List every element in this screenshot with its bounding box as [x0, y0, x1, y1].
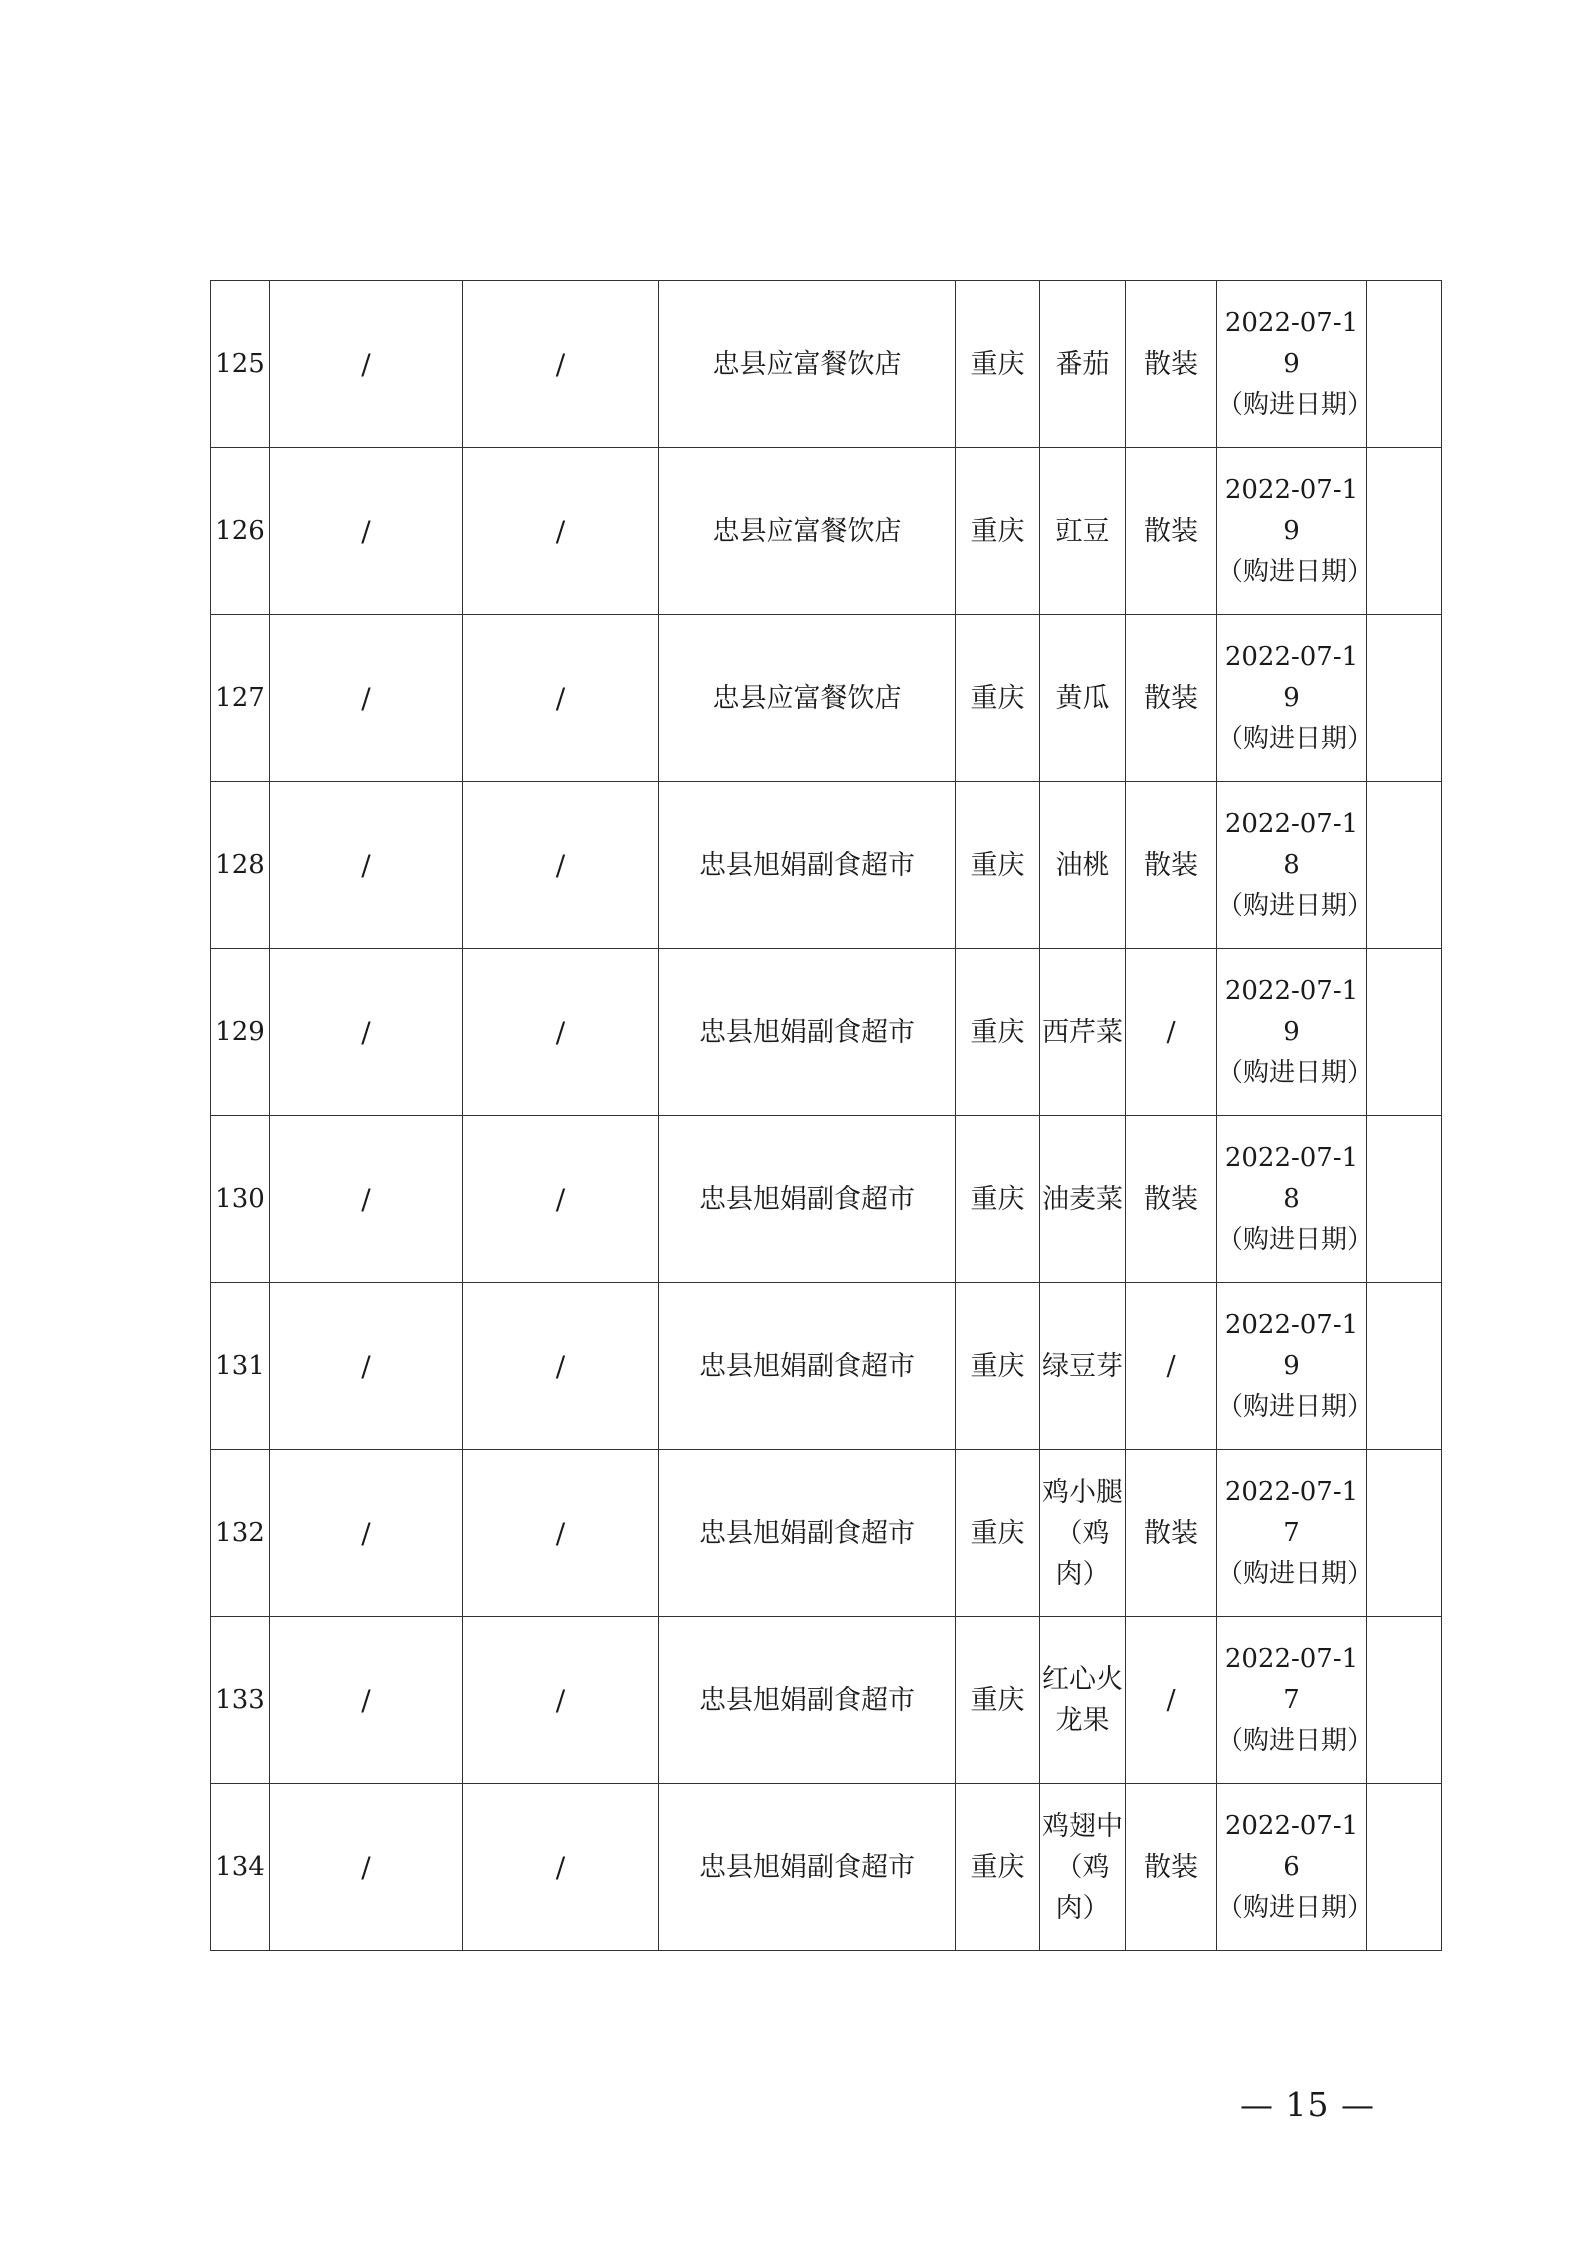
label-name-cell: / [270, 1116, 463, 1283]
packaging-cell: 散装 [1126, 615, 1217, 782]
date-cell [1217, 1784, 1374, 1951]
date-value: 2022-07-19 [1224, 474, 1359, 546]
table-row [211, 1283, 1442, 1450]
date-cell [1217, 1116, 1374, 1283]
label-name-cell: / [270, 1784, 463, 1951]
store-name-cell: 忠县应富餐饮店 [659, 448, 956, 615]
store-name-cell: 忠县旭娟副食超市 [659, 1617, 956, 1784]
date-value: 2022-07-18 [1224, 808, 1359, 880]
store-name-cell: 忠县应富餐饮店 [659, 281, 956, 448]
food-name-cell: 番茄 [1040, 281, 1126, 448]
store-name-cell: 忠县旭娟副食超市 [659, 1116, 956, 1283]
date-note: （购进日期） [1217, 1057, 1374, 1088]
date-value: 2022-07-17 [1224, 1476, 1359, 1548]
table-row [211, 1116, 1442, 1283]
remark-cell [1367, 949, 1442, 1116]
food-name-cell: 西芹菜 [1040, 949, 1126, 1116]
date-note: （购进日期） [1217, 1224, 1374, 1255]
region-cell: 重庆 [956, 1617, 1040, 1784]
region-cell: 重庆 [956, 1450, 1040, 1617]
region-cell: 重庆 [956, 281, 1040, 448]
label-name-cell: / [270, 1450, 463, 1617]
food-name-cell: 红心火龙果 [1040, 1617, 1126, 1784]
date-value: 2022-07-19 [1224, 975, 1359, 1047]
packaging-cell: 散装 [1126, 448, 1217, 615]
label-address-cell: / [463, 1283, 659, 1450]
row-number-cell: 128 [211, 782, 270, 949]
results-table [210, 280, 1442, 1951]
store-name-cell: 忠县旭娟副食超市 [659, 1450, 956, 1617]
table-row [211, 782, 1442, 949]
remark-cell [1367, 1450, 1442, 1617]
label-address-cell: / [463, 615, 659, 782]
region-cell: 重庆 [956, 448, 1040, 615]
row-number-cell: 133 [211, 1617, 270, 1784]
date-value: 2022-07-19 [1224, 307, 1359, 379]
region-cell: 重庆 [956, 615, 1040, 782]
store-name-cell: 忠县旭娟副食超市 [659, 1283, 956, 1450]
date-cell [1217, 1450, 1374, 1617]
food-name-cell: 豇豆 [1040, 448, 1126, 615]
date-note: （购进日期） [1217, 1892, 1374, 1923]
store-name-cell: 忠县旭娟副食超市 [659, 782, 956, 949]
row-number-cell: 125 [211, 281, 270, 448]
label-name-cell: / [270, 949, 463, 1116]
date-value: 2022-07-16 [1224, 1810, 1359, 1882]
date-cell [1217, 1617, 1374, 1784]
page-number: — 15 — [1240, 2085, 1375, 2124]
date-note: （购进日期） [1217, 1558, 1374, 1589]
label-name-cell: / [270, 1617, 463, 1784]
remark-cell [1367, 1617, 1442, 1784]
date-cell [1217, 1283, 1374, 1450]
date-value: 2022-07-18 [1224, 1142, 1359, 1214]
label-name-cell: / [270, 782, 463, 949]
remark-cell [1367, 1116, 1442, 1283]
remark-cell [1367, 1283, 1442, 1450]
remark-cell [1367, 1784, 1442, 1951]
packaging-cell: 散装 [1126, 1116, 1217, 1283]
row-number-cell: 126 [211, 448, 270, 615]
store-name-cell: 忠县应富餐饮店 [659, 615, 956, 782]
label-name-cell: / [270, 448, 463, 615]
date-note: （购进日期） [1217, 389, 1374, 420]
table-row [211, 949, 1442, 1116]
row-number-cell: 132 [211, 1450, 270, 1617]
packaging-cell: / [1126, 949, 1217, 1116]
remark-cell [1367, 615, 1442, 782]
row-number-cell: 131 [211, 1283, 270, 1450]
food-name-cell: 油桃 [1040, 782, 1126, 949]
remark-cell [1367, 281, 1442, 448]
date-value: 2022-07-19 [1224, 1309, 1359, 1381]
row-number-cell: 129 [211, 949, 270, 1116]
label-name-cell: / [270, 281, 463, 448]
date-note: （购进日期） [1217, 1391, 1374, 1422]
label-name-cell: / [270, 1283, 463, 1450]
row-number-cell: 134 [211, 1784, 270, 1951]
date-note: （购进日期） [1217, 890, 1374, 921]
date-cell [1217, 281, 1374, 448]
label-address-cell: / [463, 1116, 659, 1283]
date-value: 2022-07-17 [1224, 1643, 1359, 1715]
label-address-cell: / [463, 1450, 659, 1617]
packaging-cell: / [1126, 1283, 1217, 1450]
table-row [211, 281, 1442, 448]
remark-cell [1367, 448, 1442, 615]
store-name-cell: 忠县旭娟副食超市 [659, 949, 956, 1116]
date-note: （购进日期） [1217, 1725, 1374, 1756]
table-body [211, 281, 1442, 1951]
packaging-cell: 散装 [1126, 782, 1217, 949]
label-address-cell: / [463, 281, 659, 448]
packaging-cell: 散装 [1126, 281, 1217, 448]
table-row [211, 615, 1442, 782]
store-name-cell: 忠县旭娟副食超市 [659, 1784, 956, 1951]
remark-cell [1367, 782, 1442, 949]
label-address-cell: / [463, 1617, 659, 1784]
region-cell: 重庆 [956, 1283, 1040, 1450]
table-row [211, 1784, 1442, 1951]
row-number-cell: 130 [211, 1116, 270, 1283]
row-number-cell: 127 [211, 615, 270, 782]
label-name-cell: / [270, 615, 463, 782]
food-name-cell: 鸡翅中（鸡肉） [1040, 1784, 1126, 1951]
region-cell: 重庆 [956, 1784, 1040, 1951]
table-row [211, 1450, 1442, 1617]
food-name-cell: 油麦菜 [1040, 1116, 1126, 1283]
label-address-cell: / [463, 448, 659, 615]
region-cell: 重庆 [956, 1116, 1040, 1283]
food-name-cell: 绿豆芽 [1040, 1283, 1126, 1450]
date-cell [1217, 782, 1374, 949]
date-cell [1217, 949, 1374, 1116]
table-row [211, 1617, 1442, 1784]
date-note: （购进日期） [1217, 556, 1374, 587]
date-cell [1217, 615, 1374, 782]
date-note: （购进日期） [1217, 723, 1374, 754]
packaging-cell: / [1126, 1617, 1217, 1784]
label-address-cell: / [463, 949, 659, 1116]
label-address-cell: / [463, 1784, 659, 1951]
date-cell [1217, 448, 1374, 615]
table-row [211, 448, 1442, 615]
label-address-cell: / [463, 782, 659, 949]
packaging-cell: 散装 [1126, 1450, 1217, 1617]
food-name-cell: 黄瓜 [1040, 615, 1126, 782]
region-cell: 重庆 [956, 782, 1040, 949]
date-value: 2022-07-19 [1224, 641, 1359, 713]
food-name-cell: 鸡小腿（鸡肉） [1040, 1450, 1126, 1617]
region-cell: 重庆 [956, 949, 1040, 1116]
packaging-cell: 散装 [1126, 1784, 1217, 1951]
